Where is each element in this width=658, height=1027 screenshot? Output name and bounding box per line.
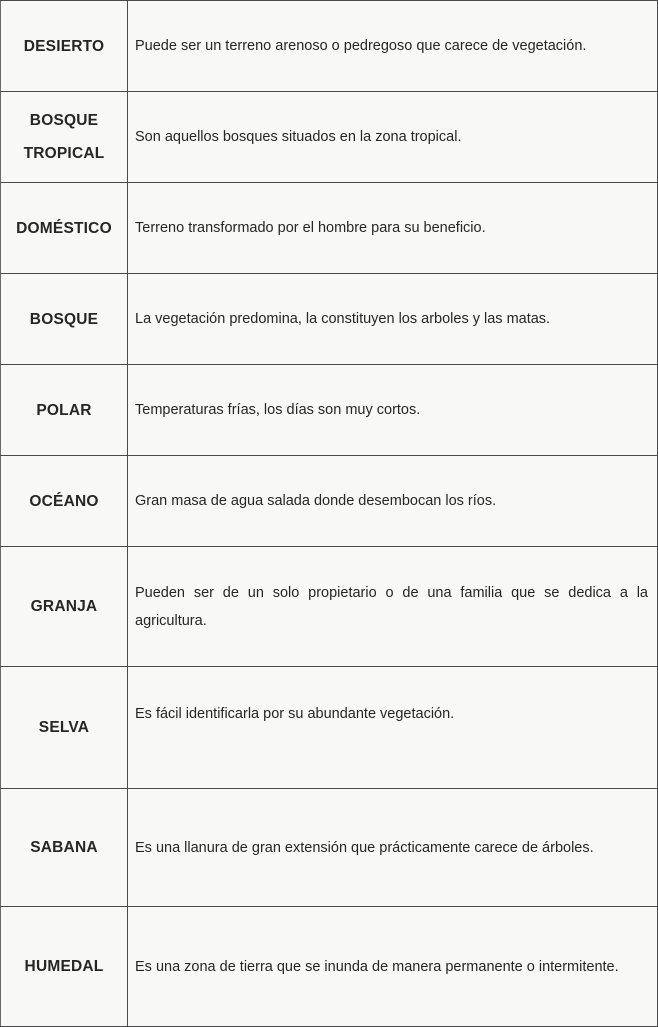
- definition-cell: [128, 907, 658, 1027]
- table-row: [1, 667, 658, 789]
- definition-text: Pueden ser de un solo propietario o de una familia que se dedica a la agricultura.: [135, 584, 648, 629]
- definition-text: Terreno transformado por el hombre para su beneficio.: [135, 220, 486, 236]
- term-cell: [1, 907, 128, 1027]
- definition-text: Temperaturas frías, los días son muy cortos.: [135, 402, 421, 418]
- definition-cell: [128, 789, 658, 907]
- term-cell: [1, 92, 128, 183]
- term-label: SABANA: [30, 839, 98, 856]
- term-label: DOMÉSTICO: [16, 219, 112, 237]
- definition-cell: [128, 274, 658, 365]
- definition-text: Es una llanura de gran extensión que prácticamente carece de árboles.: [135, 839, 594, 856]
- definition-text: Gran masa de agua salada donde desembocan los ríos.: [135, 493, 497, 509]
- term-cell: [1, 667, 128, 789]
- table-row: [1, 907, 658, 1027]
- definition-text: Es fácil identificarla por su abundante vegetación.: [135, 706, 455, 722]
- term-label: SELVA: [38, 719, 90, 736]
- table-row: [1, 183, 658, 274]
- definition-cell: [128, 1, 658, 92]
- definition-text: Es una zona de tierra que se inunda de manera permanente o intermitente.: [135, 958, 619, 975]
- term-cell: [1, 183, 128, 274]
- term-label: BOSQUE: [29, 310, 99, 328]
- term-label: POLAR: [36, 401, 92, 419]
- term-label: HUMEDAL: [24, 958, 104, 975]
- table-row: [1, 547, 658, 667]
- term-cell: [1, 274, 128, 365]
- term-label: GRANJA: [30, 598, 98, 615]
- table-row: [1, 92, 658, 183]
- term-label: DESIERTO: [23, 37, 105, 55]
- table-row: [1, 456, 658, 547]
- definition-cell: [128, 92, 658, 183]
- table-row: [1, 789, 658, 907]
- definition-cell: [128, 365, 658, 456]
- definition-cell: [128, 456, 658, 547]
- definition-text: Puede ser un terreno arenoso o pedregoso que carece de vegetación.: [135, 38, 587, 54]
- definition-cell: [128, 547, 658, 667]
- term-label: OCÉANO: [29, 492, 99, 510]
- definition-cell: [128, 183, 658, 274]
- term-cell: [1, 547, 128, 667]
- term-cell: [1, 789, 128, 907]
- term-label: BOSQUE TROPICAL: [23, 112, 105, 162]
- term-cell: [1, 456, 128, 547]
- definition-text: La vegetación predomina, la constituyen los arboles y las matas.: [135, 311, 551, 327]
- definition-cell: [128, 667, 658, 789]
- table-row: [1, 274, 658, 365]
- term-cell: [1, 365, 128, 456]
- table-row: [1, 365, 658, 456]
- table-row: [1, 1, 658, 92]
- term-cell: [1, 1, 128, 92]
- definition-text: Son aquellos bosques situados en la zona tropical.: [135, 129, 462, 145]
